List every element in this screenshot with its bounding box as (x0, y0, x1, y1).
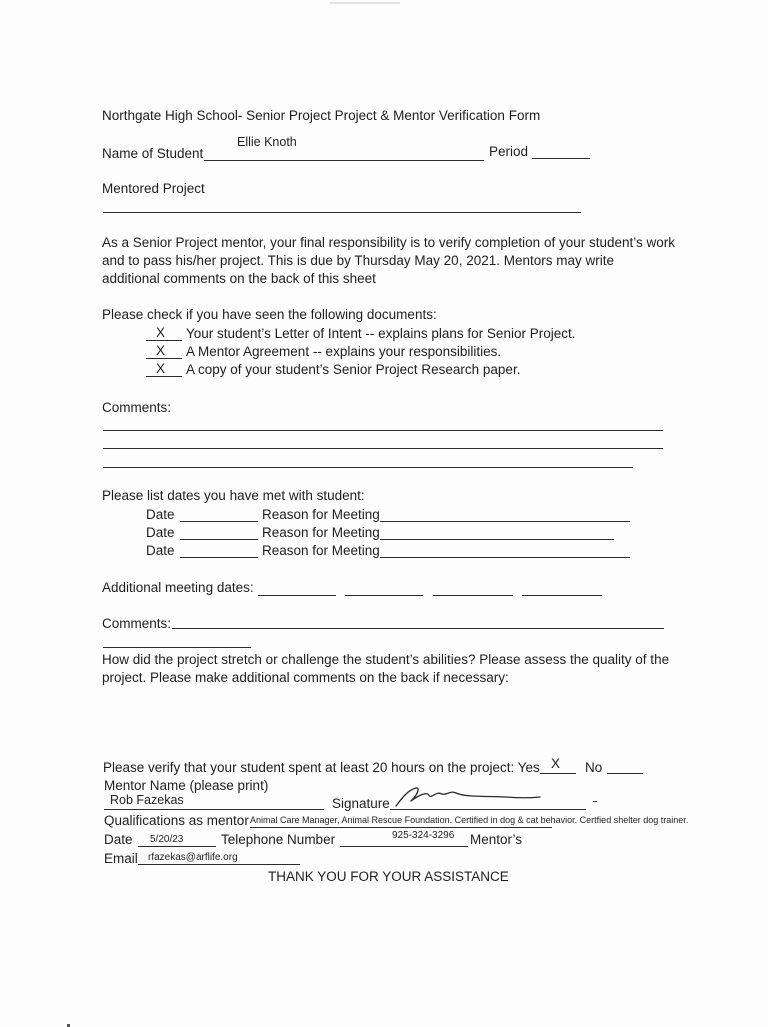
student-name-label: Name of Student (102, 146, 204, 161)
doc-check-line-3 (146, 376, 182, 377)
intro-line-3: additional comments on the back of this sheet (102, 271, 376, 286)
scan-smudge-top (330, 2, 400, 4)
meetings-prompt: Please list dates you have met with student: (102, 488, 365, 503)
intro-line-1: As a Senior Project mentor, your final responsibility is to verify completion of your student’s work (102, 235, 676, 250)
mentors-label: Mentor’s (470, 832, 523, 847)
meeting-date-label-1: Date (146, 507, 175, 522)
additional-date-line-1 (258, 595, 336, 596)
comments-label: Comments: (102, 400, 172, 415)
meeting-reason-label-2: Reason for Meeting (262, 525, 380, 540)
date-label: Date (104, 832, 133, 847)
student-name-value: Ellie Knoth (237, 135, 297, 149)
doc-check-mark-2: X (156, 343, 166, 358)
comments-line-2 (103, 448, 663, 449)
telephone-line (340, 846, 468, 847)
date-value: 5/20/23 (150, 834, 184, 845)
doc-item-2: A Mentor Agreement -- explains your responsibilities. (186, 344, 502, 359)
doc-check-line-1 (146, 340, 182, 341)
meeting-date-label-3: Date (146, 543, 175, 558)
additional-date-line-2 (345, 595, 423, 596)
meeting-date-line-3 (180, 557, 258, 558)
signature-image (394, 784, 544, 810)
period-line (532, 158, 590, 159)
period-label: Period (489, 144, 529, 159)
mentored-project-line (103, 212, 581, 213)
comments2-line-short (103, 647, 251, 648)
student-name-line (204, 160, 484, 161)
email-value: rfazekas@arflife.org (148, 852, 238, 863)
additional-date-line-4 (522, 595, 602, 596)
meeting-reason-line-2 (380, 539, 614, 540)
qualifications-label: Qualifications as mentor (104, 813, 249, 828)
signature-dash (593, 801, 597, 802)
date-line (138, 846, 216, 847)
qualifications-line (250, 827, 552, 828)
meeting-reason-label-3: Reason for Meeting (262, 543, 380, 558)
thank-you-text: THANK YOU FOR YOUR ASSISTANCE (268, 869, 509, 884)
meeting-date-line-1 (180, 521, 258, 522)
doc-item-3: A copy of your student’s Senior Project Research paper. (186, 362, 521, 377)
doc-check-mark-3: X (156, 361, 166, 376)
mentor-name-label: Mentor Name (please print) (104, 778, 269, 793)
telephone-label: Telephone Number (221, 832, 336, 847)
additional-dates-label: Additional meeting dates: (102, 580, 254, 595)
verify-no-label: No (585, 760, 603, 775)
comments-line-3 (103, 467, 633, 468)
comments2-line (172, 628, 664, 629)
mentor-name-value: Rob Fazekas (110, 793, 184, 807)
doc-check-line-2 (146, 358, 182, 359)
meeting-reason-label-1: Reason for Meeting (262, 507, 380, 522)
verify-yes-mark: X (551, 756, 561, 771)
comments2-label: Comments: (102, 616, 172, 631)
verify-hours-text: Please verify that your student spent at least 20 hours on the project: Yes (103, 760, 540, 775)
email-label: Email (104, 851, 138, 866)
meeting-date-line-2 (180, 539, 258, 540)
qualifications-value: Animal Care Manager, Animal Rescue Foundation. Certified in dog & cat behavior. Certfied shelter dog trainer. (250, 815, 689, 825)
verify-no-line (607, 773, 643, 774)
comments-line-1 (103, 430, 663, 431)
additional-date-line-3 (433, 595, 513, 596)
mentor-name-line (104, 809, 324, 810)
assessment-line-2: project. Please make additional comments on the back if necessary: (102, 670, 509, 685)
signature-label: Signature (332, 796, 390, 811)
meeting-reason-line-1 (380, 521, 630, 522)
doc-item-1: Your student’s Letter of Intent -- explains plans for Senior Project. (186, 326, 576, 341)
form-title: Northgate High School- Senior Project Project & Mentor Verification Form (102, 108, 541, 123)
telephone-value: 925-324-3296 (392, 830, 455, 841)
meeting-date-label-2: Date (146, 525, 175, 540)
doc-check-mark-1: X (156, 325, 166, 340)
intro-line-2: and to pass his/her project. This is due by Thursday May 20, 2021. Mentors may write (102, 253, 614, 268)
verify-yes-line (540, 773, 576, 774)
email-line (138, 864, 300, 865)
documents-prompt: Please check if you have seen the following documents: (102, 307, 437, 322)
assessment-line-1: How did the project stretch or challenge the student’s abilities? Please assess the quality of the (102, 652, 670, 667)
mentored-project-label: Mentored Project (102, 181, 205, 196)
meeting-reason-line-3 (380, 557, 630, 558)
